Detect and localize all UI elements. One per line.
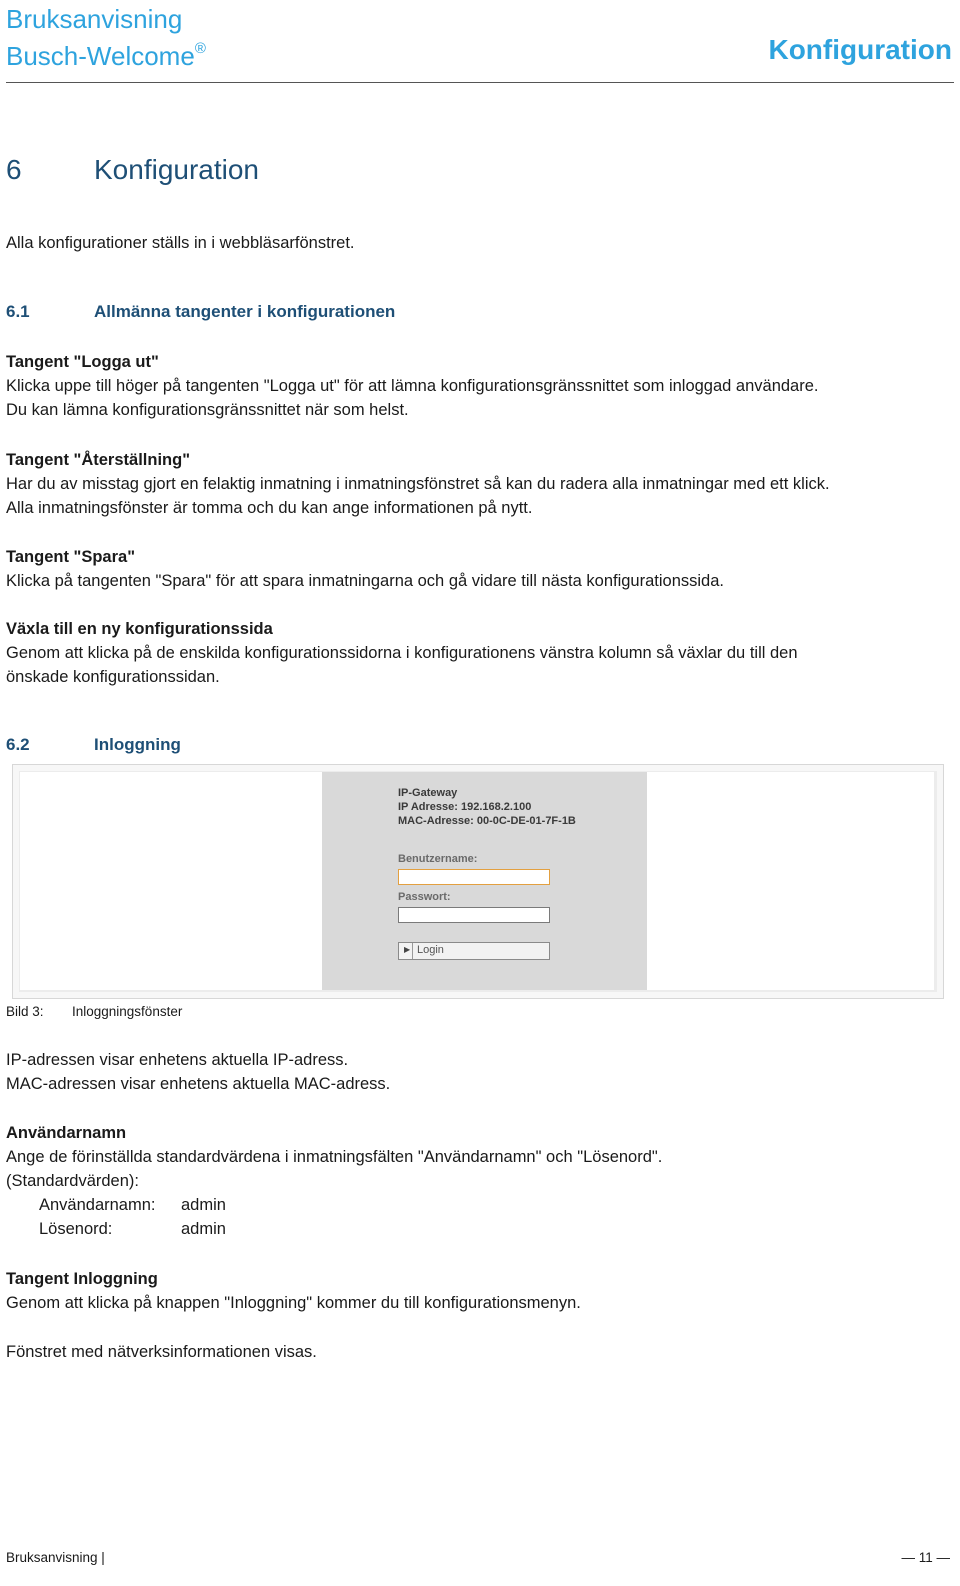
default-user-row: [39, 1193, 662, 1217]
switch-block: [6, 617, 798, 689]
default-user-value: admin: [181, 1196, 226, 1214]
logout-block: [6, 350, 819, 422]
switch-title: Växla till en ny konfigurationssida: [6, 620, 273, 638]
ip-text: IP-adressen visar enhetens aktuella IP-adress.: [6, 1051, 349, 1069]
play-arrow-icon: ▶: [404, 945, 411, 954]
figure-caption: [6, 1004, 182, 1019]
login-key-title: Tangent Inloggning: [6, 1270, 158, 1288]
address-block: [6, 1048, 390, 1096]
reset-line2: Alla inmatningsfönster är tomma och du kan ange informationen på nytt.: [6, 499, 533, 517]
section-61-title: Allmänna tangenter i konfigurationen: [94, 302, 396, 321]
save-title: Tangent "Spara": [6, 548, 136, 566]
username-line1: Ange de förinställda standardvärdena i inmatningsfälten "Användarnamn" och "Lösenord".: [6, 1148, 663, 1166]
username-line2: (Standardvärden):: [6, 1172, 139, 1190]
section-62-number: 6.2: [6, 735, 30, 754]
gateway-ip: IP Adresse: 192.168.2.100: [398, 801, 532, 813]
mac-text: MAC-adressen visar enhetens aktuella MAC-adress.: [6, 1075, 391, 1093]
figure-number: Bild 3:: [6, 1004, 44, 1019]
chapter-title: Konfiguration: [94, 154, 260, 185]
reset-title: Tangent "Återställning": [6, 451, 191, 469]
default-pass-row: [39, 1217, 662, 1241]
header-divider: [6, 82, 954, 83]
logout-line2: Du kan lämna konfigurationsgränssnittet när som helst.: [6, 401, 409, 419]
password-input[interactable]: [398, 907, 550, 923]
save-line1: Klicka på tangenten "Spara" för att spara inmatningarna och gå vidare till nästa konfigurationssida.: [6, 572, 724, 590]
section-62-title: Inloggning: [94, 735, 181, 754]
login-screenshot-canvas: [20, 772, 934, 990]
network-text: Fönstret med nätverksinformationen visas.: [6, 1343, 317, 1361]
logout-title: Tangent "Logga ut": [6, 353, 159, 371]
doc-header: [6, 4, 206, 71]
header-section-title: Konfiguration: [768, 34, 952, 65]
reset-line1: Har du av misstag gjort en felaktig inmatning i inmatningsfönstret så kan du radera alla inmatningar med ett klick.: [6, 475, 830, 493]
login-screenshot: [12, 764, 944, 999]
login-key-line1: Genom att klicka på knappen "Inloggning" kommer du till konfigurationsmenyn.: [6, 1294, 581, 1312]
default-user-key: Användarnamn:: [39, 1196, 156, 1214]
logout-line1: Klicka uppe till höger på tangenten "Logga ut" för att lämna konfigurationsgränssnittet som inloggad användare.: [6, 377, 819, 395]
login-button-label: Login: [417, 944, 444, 956]
chapter-number: 6: [6, 154, 22, 185]
product-name: [6, 34, 206, 71]
switch-line1: Genom att klicka på de enskilda konfigurationssidorna i konfigurationens vänstra kolumn så växlar du till den: [6, 644, 798, 662]
doc-type: Bruksanvisning: [6, 4, 183, 34]
username-title: Användarnamn: [6, 1124, 127, 1142]
section-61-number: 6.1: [6, 302, 30, 321]
default-pass-key: Lösenord:: [39, 1220, 113, 1238]
login-panel: [322, 772, 647, 990]
defaults-list: [6, 1193, 662, 1241]
login-button-divider: [412, 943, 413, 959]
section-61-heading: [6, 302, 395, 322]
login-key-block: [6, 1267, 581, 1315]
intro-text: Alla konfigurationer ställs in i webbläsarfönstret.: [6, 234, 355, 252]
username-input[interactable]: [398, 869, 550, 885]
password-label: Passwort:: [398, 891, 451, 903]
page-number: — 11 —: [901, 1550, 950, 1565]
switch-line2: önskade konfigurationssidan.: [6, 668, 220, 686]
default-pass-value: admin: [181, 1220, 226, 1238]
product-label: Busch-Welcome: [6, 41, 195, 71]
username-block: [6, 1121, 662, 1241]
section-62-heading: [6, 735, 181, 755]
login-button[interactable]: [398, 942, 550, 960]
chapter-heading: [6, 154, 259, 186]
username-label: Benutzername:: [398, 853, 478, 865]
gateway-title: IP-Gateway: [398, 787, 458, 799]
reset-block: [6, 448, 830, 520]
footer-doc-type: Bruksanvisning |: [6, 1550, 105, 1565]
save-block: [6, 545, 724, 593]
figure-caption-text: Inloggningsfönster: [72, 1004, 183, 1019]
registered-mark: ®: [194, 40, 206, 57]
gateway-mac: MAC-Adresse: 00-0C-DE-01-7F-1B: [398, 815, 576, 827]
